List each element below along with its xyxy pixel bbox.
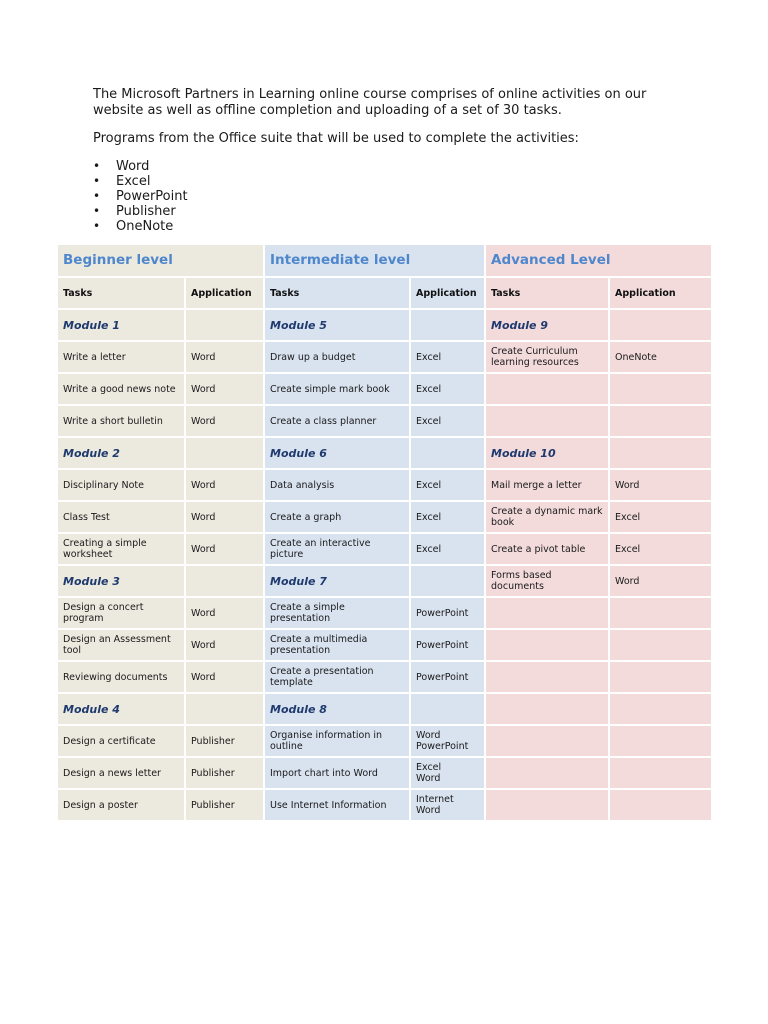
app-cell: Word <box>185 629 264 661</box>
task-cell: Create Curriculum learning resources <box>485 341 609 373</box>
list-item: • OneNote <box>116 219 693 234</box>
empty-cell <box>410 565 485 597</box>
app-cell: Word <box>609 565 712 597</box>
level-advanced: Advanced Level <box>485 244 712 277</box>
task-cell: Mail merge a letter <box>485 469 609 501</box>
module-title: Module 8 <box>264 693 410 725</box>
task-cell: Create a class planner <box>264 405 410 437</box>
task-cell: Creating a simple worksheet <box>57 533 185 565</box>
intro-paragraph: The Microsoft Partners in Learning online course comprises of online activities on our website as well as offline completion and uploading of a set of 30 tasks. <box>93 87 647 118</box>
column-header-row <box>57 277 712 309</box>
list-item: • Publisher <box>116 204 693 219</box>
empty-cell <box>609 437 712 469</box>
app-cell <box>410 725 485 757</box>
module-title: Module 7 <box>264 565 410 597</box>
tasks-header: Tasks <box>485 277 609 309</box>
list-item: • PowerPoint <box>116 189 693 204</box>
task-cell: Create an interactive picture <box>264 533 410 565</box>
empty-cell <box>185 565 264 597</box>
module-row <box>57 309 712 341</box>
task-cell: Write a good news note <box>57 373 185 405</box>
task-cell: Design a news letter <box>57 757 185 789</box>
app-cell: Publisher <box>185 757 264 789</box>
table-row <box>57 597 712 629</box>
empty-cell <box>485 661 609 693</box>
task-cell: Design an Assessment tool <box>57 629 185 661</box>
app-cell: Word <box>185 405 264 437</box>
empty-cell <box>609 693 712 725</box>
app-cell: Word <box>609 469 712 501</box>
module-row <box>57 437 712 469</box>
task-cell: Organise information in outline <box>264 725 410 757</box>
empty-cell <box>185 693 264 725</box>
app-cell: OneNote <box>609 341 712 373</box>
task-cell: Import chart into Word <box>264 757 410 789</box>
programs-list <box>93 159 693 234</box>
app-cell: Word <box>185 373 264 405</box>
task-cell: Create a pivot table <box>485 533 609 565</box>
app-cell: Publisher <box>185 789 264 821</box>
empty-cell <box>609 373 712 405</box>
app-line: PowerPoint <box>416 741 469 752</box>
app-cell: PowerPoint <box>410 629 485 661</box>
application-header: Application <box>185 277 264 309</box>
empty-cell <box>609 405 712 437</box>
course-task-table <box>56 243 713 822</box>
empty-cell <box>185 437 264 469</box>
task-cell: Create a multimedia presentation <box>264 629 410 661</box>
task-cell: Write a letter <box>57 341 185 373</box>
table-row <box>57 789 712 821</box>
table-row <box>57 757 712 789</box>
empty-cell <box>609 789 712 821</box>
app-line: Internet <box>416 794 454 805</box>
app-cell: Excel <box>609 501 712 533</box>
empty-cell <box>485 405 609 437</box>
empty-cell <box>410 437 485 469</box>
task-cell: Create a presentation template <box>264 661 410 693</box>
list-item: • Excel <box>116 174 693 189</box>
task-cell: Create simple mark book <box>264 373 410 405</box>
level-header-row <box>57 244 712 277</box>
table-row <box>57 661 712 693</box>
app-cell: Excel <box>410 341 485 373</box>
level-intermediate: Intermediate level <box>264 244 485 277</box>
app-cell <box>410 757 485 789</box>
app-cell: Word <box>185 341 264 373</box>
module-title: Module 10 <box>485 437 609 469</box>
task-cell: Reviewing documents <box>57 661 185 693</box>
task-cell: Design a poster <box>57 789 185 821</box>
module-title: Module 6 <box>264 437 410 469</box>
task-cell: Class Test <box>57 501 185 533</box>
tasks-header: Tasks <box>57 277 185 309</box>
app-cell: Word <box>185 533 264 565</box>
task-cell: Create a dynamic mark book <box>485 501 609 533</box>
app-cell: Excel <box>410 533 485 565</box>
intro-section <box>93 87 693 234</box>
task-cell: Use Internet Information <box>264 789 410 821</box>
table-row <box>57 341 712 373</box>
list-item: • Word <box>116 159 693 174</box>
task-cell: Create a simple presentation <box>264 597 410 629</box>
app-cell <box>410 789 485 821</box>
app-cell: Excel <box>410 373 485 405</box>
app-line: Excel <box>416 762 442 773</box>
app-cell: Excel <box>609 533 712 565</box>
table-row <box>57 373 712 405</box>
level-beginner: Beginner level <box>57 244 264 277</box>
app-cell: Word <box>185 469 264 501</box>
app-cell: Word <box>185 597 264 629</box>
empty-cell <box>185 309 264 341</box>
app-line: Word <box>416 730 441 741</box>
task-cell: Design a certificate <box>57 725 185 757</box>
table-row <box>57 725 712 757</box>
empty-cell <box>410 309 485 341</box>
empty-cell <box>609 757 712 789</box>
empty-cell <box>609 661 712 693</box>
table-row <box>57 469 712 501</box>
empty-cell <box>485 693 609 725</box>
empty-cell <box>410 693 485 725</box>
module-title: Module 2 <box>57 437 185 469</box>
application-header: Application <box>410 277 485 309</box>
table-row <box>57 533 712 565</box>
module-title: Module 4 <box>57 693 185 725</box>
empty-cell <box>485 757 609 789</box>
empty-cell <box>485 597 609 629</box>
task-cell: Disciplinary Note <box>57 469 185 501</box>
module-row <box>57 565 712 597</box>
empty-cell <box>609 629 712 661</box>
module-title: Module 1 <box>57 309 185 341</box>
task-cell: Draw up a budget <box>264 341 410 373</box>
app-cell: Excel <box>410 501 485 533</box>
task-cell: Data analysis <box>264 469 410 501</box>
empty-cell <box>485 373 609 405</box>
module-title: Module 3 <box>57 565 185 597</box>
task-cell: Design a concert program <box>57 597 185 629</box>
application-header: Application <box>609 277 712 309</box>
table-row <box>57 405 712 437</box>
app-cell: PowerPoint <box>410 661 485 693</box>
app-cell: Word <box>185 501 264 533</box>
task-cell: Create a graph <box>264 501 410 533</box>
app-line: Word <box>416 805 441 816</box>
empty-cell <box>485 725 609 757</box>
app-cell: Word <box>185 661 264 693</box>
empty-cell <box>609 725 712 757</box>
task-cell: Forms based documents <box>485 565 609 597</box>
app-cell: PowerPoint <box>410 597 485 629</box>
module-title: Module 5 <box>264 309 410 341</box>
tasks-header: Tasks <box>264 277 410 309</box>
table-row <box>57 501 712 533</box>
app-cell: Publisher <box>185 725 264 757</box>
module-title: Module 9 <box>485 309 609 341</box>
app-line: Word <box>416 773 441 784</box>
empty-cell <box>609 309 712 341</box>
app-cell: Excel <box>410 469 485 501</box>
table-row <box>57 629 712 661</box>
module-row <box>57 693 712 725</box>
programs-lead-in: Programs from the Office suite that will be used to complete the activities: <box>93 131 579 146</box>
task-cell: Write a short bulletin <box>57 405 185 437</box>
empty-cell <box>485 629 609 661</box>
app-cell: Excel <box>410 405 485 437</box>
empty-cell <box>609 597 712 629</box>
empty-cell <box>485 789 609 821</box>
